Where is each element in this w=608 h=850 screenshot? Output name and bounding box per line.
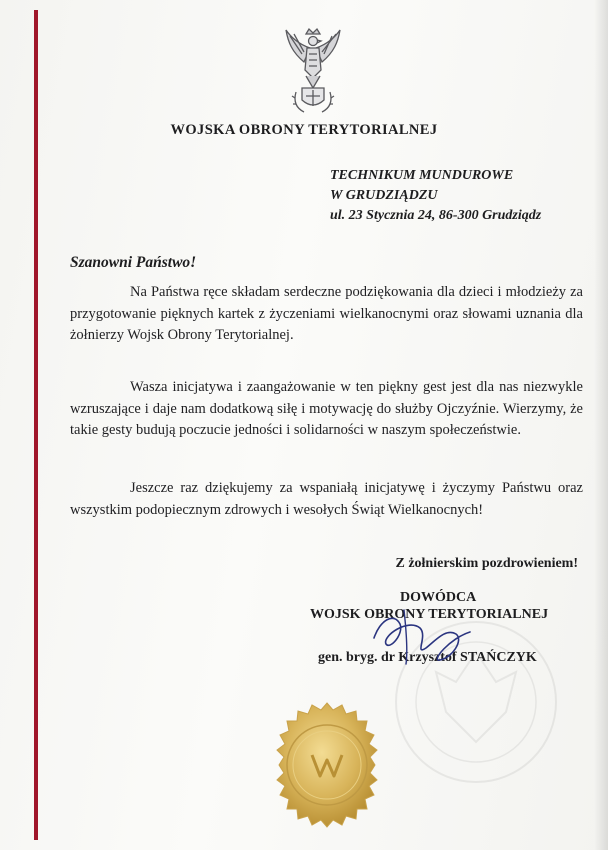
recipient-address	[330, 166, 600, 226]
paragraph: Wasza inicjatywa i zaangażowanie w ten piękny gest jest dla nas niezwykle wzruszające i daje nam dodatkową siłę i motywację do służby Ojczyźnie. Wierzymy, że takie gesty budują poczucie jedności i solidarności w naszym społeczeństwie.	[70, 379, 583, 438]
paragraph: Na Państwa ręce składam serdeczne podziękowania dla dzieci i młodzieży za przygotowanie pięknych kartek z życzeniami wielkanocnymi oraz słowami uznania dla żołnierzy Wojsk Obrony Terytorialnej.	[70, 284, 583, 343]
organization-name: WOJSKA OBRONY TERYTORIALNEJ	[170, 122, 438, 138]
handwritten-signature-icon	[360, 598, 480, 668]
signatory-title: WOJSK OBRONY TERYTORIALNEJ	[310, 607, 549, 622]
recipient-line: W GRUDZIĄDZU	[330, 188, 438, 203]
signatory-title: DOWÓDCA	[400, 590, 477, 605]
salutation: Szanowni Państwo!	[70, 254, 197, 271]
paragraph: Jeszcze raz dziękujemy za wspaniałą inicjatywę i życzymy Państwu oraz wszystkim podopiecznym zdrowych i wesołych Świąt Wielkanocnych!	[70, 480, 583, 518]
signatory-name: gen. bryg. dr Krzysztof STAŃCZYK	[318, 650, 537, 665]
eagle-emblem-icon	[282, 26, 344, 118]
recipient-line: ul. 23 Stycznia 24, 86-300 Grudziądz	[330, 208, 542, 223]
gold-seal-icon	[262, 700, 392, 830]
recipient-line: TECHNIKUM MUNDUROWE	[330, 168, 514, 183]
closing-line: Z żołnierskim pozdrowieniem!	[395, 556, 578, 571]
